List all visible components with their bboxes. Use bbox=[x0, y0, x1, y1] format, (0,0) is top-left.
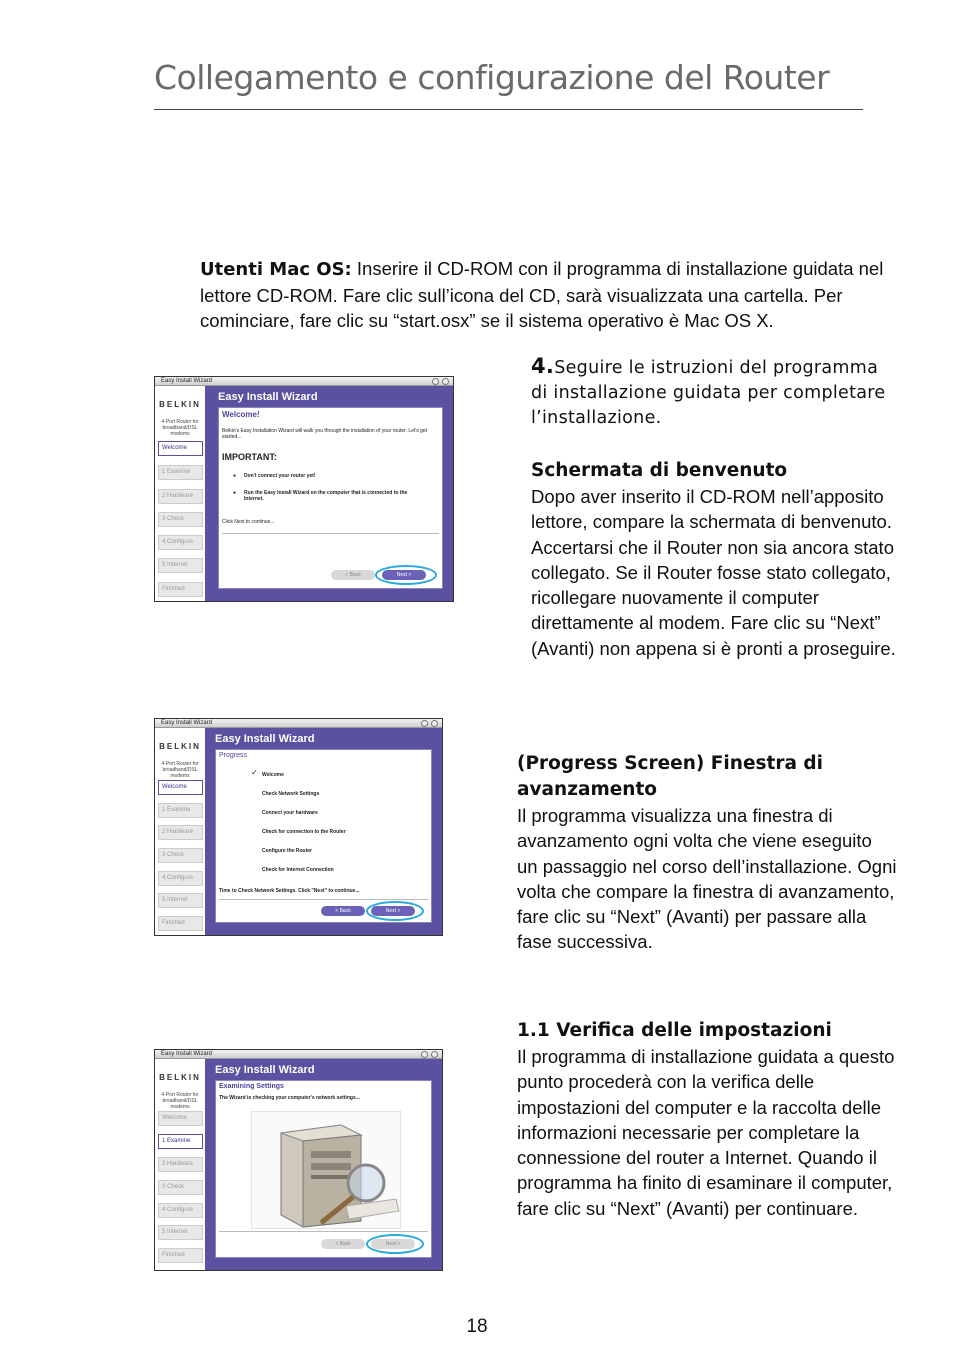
sidebar-item-configure[interactable]: 4 Configure bbox=[158, 1203, 203, 1218]
welcome-footer: Click Next to continue... bbox=[222, 519, 275, 525]
step-4-paragraph bbox=[531, 354, 891, 431]
examine-screenshot bbox=[154, 1049, 443, 1271]
wizard-sidebar bbox=[155, 728, 205, 935]
section-welcome bbox=[531, 458, 896, 661]
panel-divider bbox=[222, 533, 439, 534]
sidebar-item-finished[interactable]: Finished bbox=[158, 582, 203, 597]
step-number: 4. bbox=[531, 354, 555, 378]
sidebar-item-internet[interactable]: 5 Internet bbox=[158, 893, 203, 908]
highlight-ring bbox=[366, 901, 424, 921]
wizard-title: Easy Install Wizard bbox=[215, 733, 315, 745]
close-icon[interactable] bbox=[442, 378, 449, 385]
progress-step: Check Network Settings bbox=[262, 791, 320, 797]
highlight-ring bbox=[366, 1234, 424, 1254]
back-button[interactable]: < Back bbox=[321, 1239, 365, 1249]
wizard-panel bbox=[215, 1080, 432, 1258]
sidebar-item-finished[interactable]: Finished bbox=[158, 916, 203, 931]
highlight-ring bbox=[375, 565, 437, 585]
zoom-icon[interactable] bbox=[421, 720, 428, 727]
product-name: 4-Port Router for broadband/DSL modems bbox=[161, 761, 199, 779]
progress-step: Check for Internet Connection bbox=[262, 867, 334, 873]
window-titlebar bbox=[155, 377, 453, 386]
window-title: Easy Install Wizard bbox=[161, 720, 213, 726]
progress-step: Check for connection to the Router bbox=[262, 829, 346, 835]
close-icon[interactable] bbox=[431, 720, 438, 727]
header-divider bbox=[154, 109, 863, 110]
sidebar-item-finished[interactable]: Finished bbox=[158, 1248, 203, 1263]
sidebar-item-internet[interactable]: 5 Internet bbox=[158, 558, 203, 573]
wizard-panel bbox=[215, 749, 432, 923]
sidebar-item-check[interactable]: 3 Check bbox=[158, 1180, 203, 1195]
sidebar-item-welcome[interactable]: Welcome bbox=[158, 780, 203, 795]
window-titlebar bbox=[155, 1050, 442, 1059]
wizard-sidebar bbox=[155, 386, 205, 601]
sidebar-item-welcome[interactable]: Welcome bbox=[158, 441, 203, 456]
section-body: Dopo aver inserito il CD-ROM nell’apposito lettore, compare la schermata di benvenuto. Accertarsi che il Router non sia ancora stato collegato. Se il Router fosse stato collegato, ricollegare nuovamente il computer direttamente al modem. Fare clic su “Next” (Avanti) non appena si è pronti a proseguire. bbox=[531, 486, 896, 659]
examine-intro: The Wizard is checking your computer's network settings... bbox=[219, 1095, 360, 1101]
progress-step: Configure the Router bbox=[262, 848, 312, 854]
belkin-logo: BELKIN bbox=[159, 742, 201, 751]
back-button[interactable]: < Back bbox=[331, 570, 375, 580]
bullet-icon: ● bbox=[233, 473, 237, 479]
sidebar-item-configure[interactable]: 4 Configure bbox=[158, 535, 203, 550]
progress-step: Welcome bbox=[262, 772, 284, 778]
welcome-screenshot bbox=[154, 376, 454, 602]
next-button[interactable]: Next > bbox=[382, 570, 426, 580]
panel-heading: Welcome! bbox=[222, 410, 260, 419]
section-title: (Progress Screen) Finestra di avanzamento bbox=[517, 753, 823, 800]
step-text: Seguire le istruzioni del programma di installazione guidata per completare l’installazione. bbox=[531, 358, 886, 428]
sidebar-item-hardware[interactable]: 2 Hardware bbox=[158, 825, 203, 840]
window-title: Easy Install Wizard bbox=[161, 378, 213, 384]
mac-users-text: Inserire il CD-ROM con il programma di installazione guidata nel lettore CD-ROM. Fare clic sull’icona del CD, sarà visualizzata una cartella. Per cominciare, fare clic su “start.osx” se il sistema operativo è Mac OS X. bbox=[200, 258, 884, 331]
window-titlebar bbox=[155, 719, 442, 728]
progress-screenshot bbox=[154, 718, 443, 936]
sidebar-item-check[interactable]: 3 Check bbox=[158, 512, 203, 527]
important-label: IMPORTANT: bbox=[222, 452, 277, 462]
sidebar-item-internet[interactable]: 5 Internet bbox=[158, 1225, 203, 1240]
back-button[interactable]: < Back bbox=[321, 906, 365, 916]
panel-heading: Progress bbox=[219, 752, 248, 759]
sidebar-item-hardware[interactable]: 2 Hardware bbox=[158, 1157, 203, 1172]
wizard-title: Easy Install Wizard bbox=[218, 391, 318, 403]
sidebar-item-examine[interactable]: 1 Examine bbox=[158, 465, 203, 480]
panel-divider bbox=[219, 1231, 428, 1232]
wizard-panel bbox=[218, 407, 443, 589]
welcome-intro: Belkin's Easy Installation Wizard will walk you through the installation of your router. Let's get started... bbox=[222, 428, 428, 440]
product-name: 4-Port Router for broadband/DSL modems bbox=[161, 1092, 199, 1110]
close-icon[interactable] bbox=[431, 1051, 438, 1058]
window-title: Easy Install Wizard bbox=[161, 1051, 213, 1057]
zoom-icon[interactable] bbox=[432, 378, 439, 385]
belkin-logo: BELKIN bbox=[159, 400, 201, 409]
page-title: Collegamento e configurazione del Router bbox=[154, 58, 830, 97]
section-title: Schermata di benvenuto bbox=[531, 460, 788, 481]
sidebar-item-hardware[interactable]: 2 Hardware bbox=[158, 489, 203, 504]
section-title: 1.1 Verifica delle impostazioni bbox=[517, 1020, 832, 1041]
section-verify-settings bbox=[517, 1018, 897, 1221]
progress-step: Connect your hardware bbox=[262, 810, 318, 816]
bullet-1: Don't connect your router yet! bbox=[244, 473, 316, 479]
belkin-logo: BELKIN bbox=[159, 1073, 201, 1082]
sidebar-item-examine[interactable]: 1 Examine bbox=[158, 1134, 203, 1149]
computer-tower-icon bbox=[251, 1111, 401, 1229]
bullet-2: Run the Easy Install Wizard on the computer that is connected to the Internet. bbox=[244, 490, 408, 502]
mac-users-label: Utenti Mac OS: bbox=[200, 259, 352, 280]
section-body: Il programma di installazione guidata a questo punto procederà con la verifica delle impostazioni del computer e la raccolta delle informazioni necessarie per completare la connessione del router a Internet. Quando il programma ha finito di esaminare il computer, fare clic su “Next” (Avanti) per continuare. bbox=[517, 1046, 895, 1219]
panel-heading: Examining Settings bbox=[219, 1083, 284, 1090]
checkmark-icon: ✓ bbox=[251, 768, 258, 777]
next-button[interactable]: Next > bbox=[371, 1239, 415, 1249]
sidebar-item-examine[interactable]: 1 Examine bbox=[158, 803, 203, 818]
product-name: 4-Port Router for broadband/DSL modems bbox=[161, 419, 199, 437]
panel-divider bbox=[219, 899, 428, 900]
wizard-sidebar bbox=[155, 1059, 205, 1270]
page-number: 18 bbox=[466, 1316, 488, 1337]
section-progress bbox=[517, 751, 897, 955]
sidebar-item-configure[interactable]: 4 Configure bbox=[158, 871, 203, 886]
zoom-icon[interactable] bbox=[421, 1051, 428, 1058]
sidebar-item-check[interactable]: 3 Check bbox=[158, 848, 203, 863]
mac-users-paragraph bbox=[200, 256, 890, 334]
progress-footer: Time to Check Network Settings. Click "Next" to continue... bbox=[219, 888, 360, 894]
bullet-icon: ● bbox=[233, 490, 237, 496]
section-body: Il programma visualizza una finestra di avanzamento ogni volta che viene eseguito un passaggio nel corso dell’installazione. Ogni volta che compare la finestra di avanzamento, fare clic su “Next” (Avanti) per passare alla fase successiva. bbox=[517, 805, 897, 953]
sidebar-item-welcome[interactable]: Welcome bbox=[158, 1111, 203, 1126]
next-button[interactable]: Next > bbox=[371, 906, 415, 916]
wizard-title: Easy Install Wizard bbox=[215, 1064, 315, 1076]
